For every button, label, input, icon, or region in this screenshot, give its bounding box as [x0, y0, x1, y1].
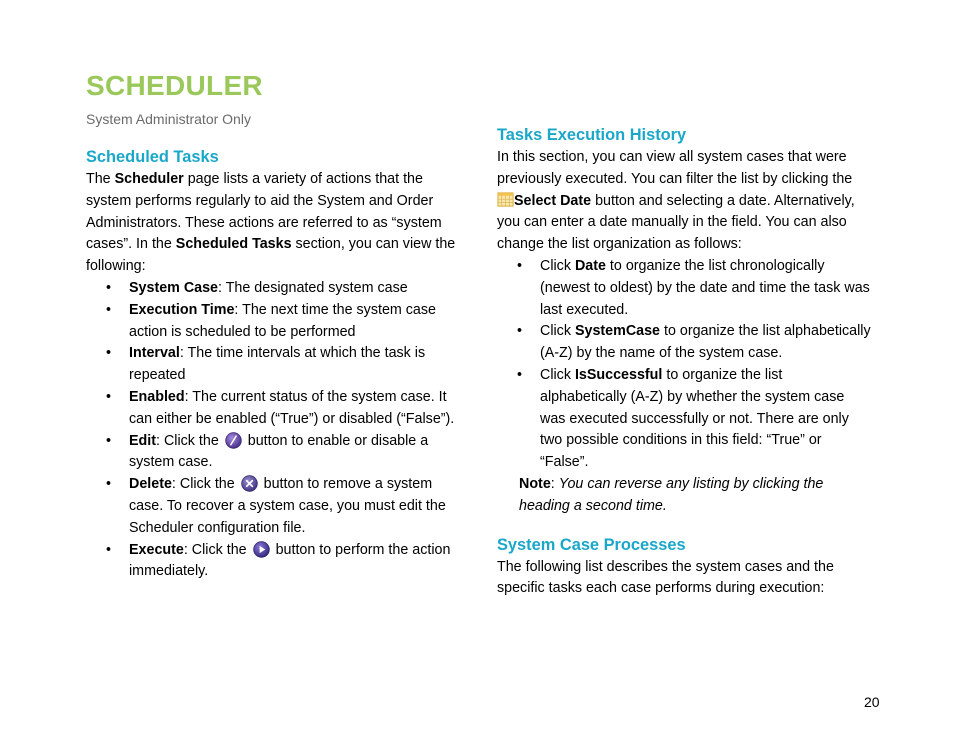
page-subtitle: System Administrator Only: [86, 111, 251, 127]
list-item: • Click IsSuccessful to organize the list alphabetically (A-Z) by whether the system case was executed successfully or not. There are only two possible conditions in this field: “True” or “False”.: [517, 366, 849, 471]
page-title: SCHEDULER: [86, 70, 263, 101]
system-case-processes-intro: The following list describes the system cases and the specific tasks each case performs during execution:: [497, 558, 834, 597]
section-heading-scheduled-tasks: Scheduled Tasks: [86, 148, 219, 166]
right-column: [497, 124, 872, 600]
left-column: [86, 146, 461, 583]
tasks-execution-list: [497, 256, 872, 474]
list-item: • Delete: Click the button to remove a system case. To recover a system case, you must edit the Scheduler configuration file.: [106, 476, 446, 536]
list-item: • Click SystemCase to organize the list alphabetically (A-Z) by the name of the system case.: [517, 323, 871, 362]
scheduled-tasks-list: [86, 278, 461, 583]
section-heading-tasks-execution-history: Tasks Execution History: [497, 126, 687, 144]
section-heading-system-case-processes: System Case Processes: [497, 535, 686, 554]
execute-icon[interactable]: [253, 541, 270, 558]
page-number: 20: [864, 694, 880, 710]
list-item: • Interval: The time intervals at which the task is repeated: [106, 345, 426, 384]
calendar-icon[interactable]: [497, 191, 514, 208]
note: Note: You can reverse any listing by clicking the heading a second time.: [519, 475, 824, 514]
delete-icon[interactable]: [241, 475, 258, 492]
edit-icon[interactable]: [225, 432, 242, 449]
list-item: • Execute: Click the button to perform the action immediately.: [106, 541, 451, 580]
list-item: • System Case: The designated system case: [106, 279, 408, 296]
list-item: • Execution Time: The next time the system case action is scheduled to be performed: [106, 301, 436, 340]
scheduled-tasks-intro: The Scheduler page lists a variety of actions that the system performs regularly to aid the System and Order Administrators. These actions are referred to as “system cases”. In the Scheduled Tasks section, you can view the following:: [86, 171, 456, 275]
list-item: • Enabled: The current status of the system case. It can either be enabled (“True”) or disabled (“False”).: [106, 388, 455, 427]
list-item: • Edit: Click the button to enable or disable a system case.: [106, 432, 429, 471]
list-item: • Click Date to organize the list chronologically (newest to oldest) by the date and time the task was last executed.: [517, 257, 870, 318]
tasks-execution-intro: In this section, you can view all system cases that were previously executed. You can filter the list by clicking the Select Date button and selecting a date. Alternatively, you can enter a date manually in the field. You can also change the list organization as follows:: [497, 149, 855, 253]
